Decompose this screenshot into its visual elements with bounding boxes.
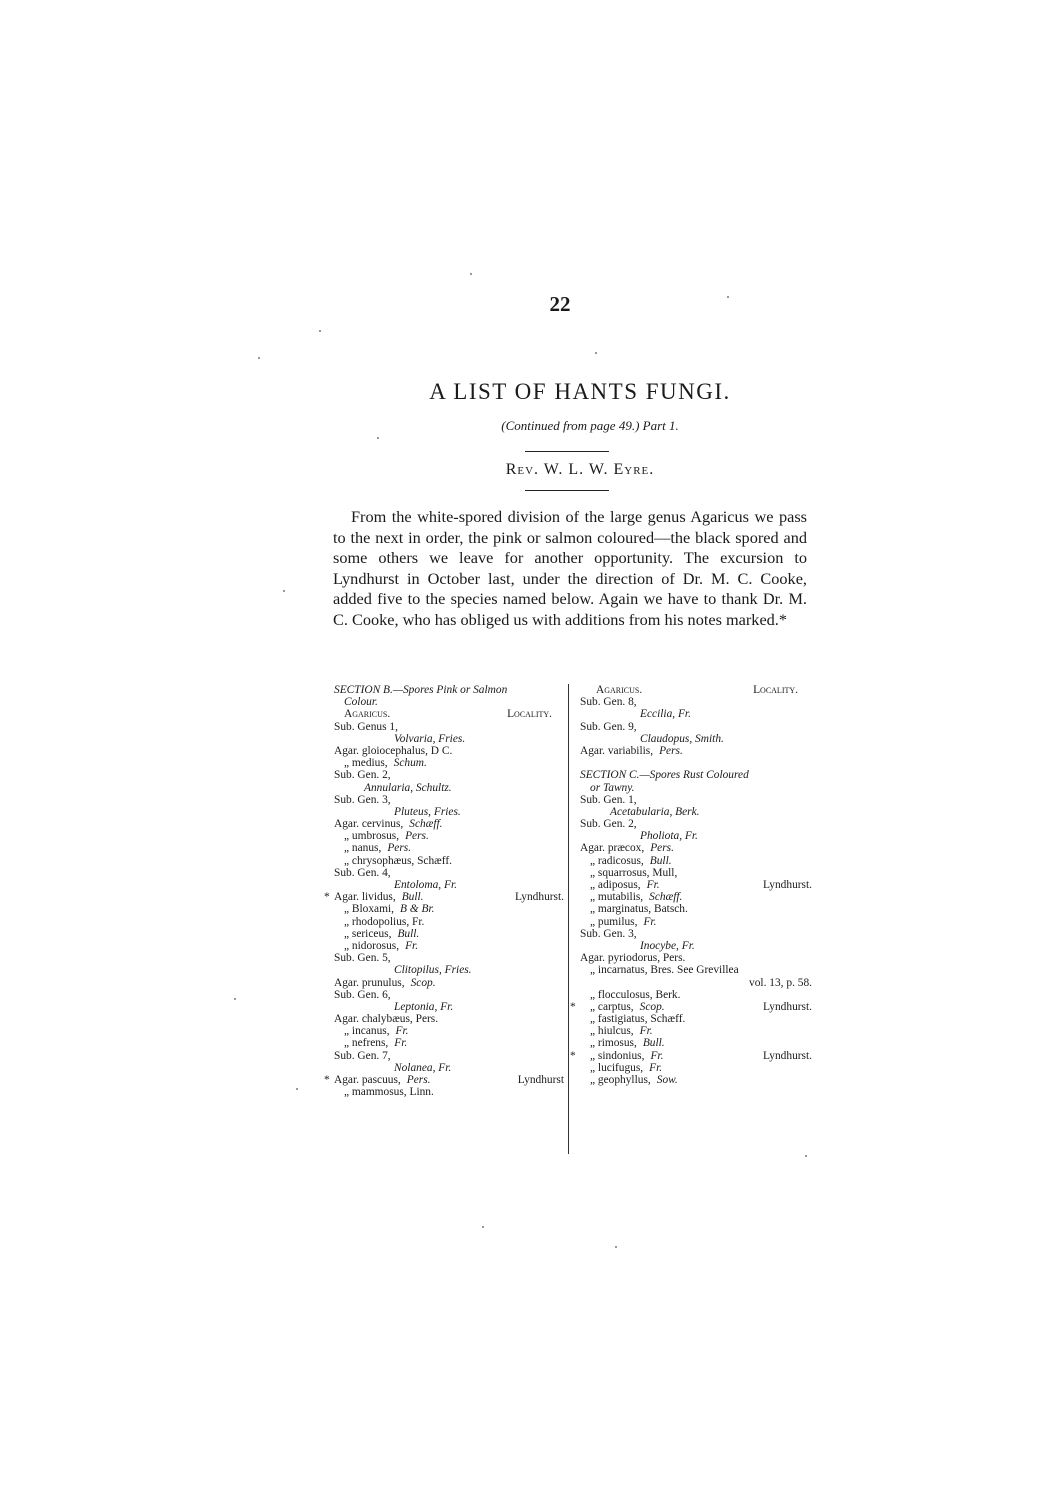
authority: Scop. (639, 1000, 665, 1013)
species-name: Sub. Gen. 9, (580, 720, 637, 733)
list-item (334, 879, 564, 891)
species-name: „ rhodopolius, Fr. (344, 915, 425, 928)
list-item (334, 1037, 564, 1049)
list-item (570, 1000, 812, 1013)
list-item (580, 721, 812, 733)
list-item (334, 1025, 564, 1037)
species-name: „ nidorosus, (344, 939, 400, 952)
species-name: „ rimosus, (590, 1037, 637, 1050)
species-name: „ incarnatus, Bres. See Grevillea (590, 964, 739, 977)
authority: Pers. (387, 842, 412, 855)
page-number: 22 (549, 292, 571, 316)
species-name: „ fastigiatus, Schæff. (590, 1013, 686, 1026)
right-species-list-b (570, 793, 812, 1087)
authority: Fr. (405, 939, 419, 952)
locality: Lyndhurst (517, 1074, 564, 1086)
list-item (334, 867, 564, 879)
right-species-list-a (580, 696, 812, 757)
list-item (580, 1037, 812, 1049)
header-agaricus: Agaricus. (344, 708, 391, 721)
list-item (334, 989, 564, 1001)
list-item (580, 806, 812, 818)
species-name: Sub. Gen. 4, (334, 866, 391, 879)
page-title: A LIST OF HANTS FUNGI. (429, 379, 731, 404)
header-agaricus-right: Agaricus. (596, 684, 643, 696)
species-name: Sub. Gen. 3, (580, 927, 637, 940)
left-species-list (324, 720, 564, 1099)
species-name: „ sindonius, (590, 1049, 645, 1062)
authority: Pers. (405, 830, 429, 843)
species-name: „ mutabilis, (590, 891, 644, 904)
section-b-title: SECTION B.—Spores Pink or Salmon (334, 684, 508, 696)
locality: Lyndhurst. (762, 1049, 812, 1062)
list-item (580, 903, 812, 915)
list-item (334, 1062, 564, 1074)
list-item (580, 1013, 812, 1025)
list-item (580, 867, 812, 879)
list-item (580, 989, 812, 1001)
species-name: „ chrysophæus, Schæff. (344, 854, 452, 867)
species-name: „ marginatus, Batsch. (590, 903, 688, 916)
list-item (334, 977, 564, 989)
species-name: Agar. cervinus, (334, 818, 404, 831)
authority: Pers. (406, 1074, 431, 1086)
species-name: Sub. Gen. 3, (334, 793, 391, 806)
list-item (334, 782, 564, 794)
authority: Schæff. (649, 891, 683, 904)
species-name: Sub. Gen. 2, (334, 769, 391, 782)
species-name: Agar. variabilis, (580, 744, 654, 757)
list-item (580, 733, 812, 745)
list-item (334, 745, 564, 757)
list-item (580, 1025, 812, 1037)
list-item (334, 940, 564, 952)
asterisk-marker: * (570, 1000, 576, 1013)
species-name: Acetabularia, Berk. (610, 805, 700, 818)
species-name: Sub. Gen. 7, (334, 1049, 391, 1062)
section-c-title-cont: or Tawny. (590, 781, 635, 794)
species-name: Sub. Gen. 6, (334, 988, 391, 1001)
species-name: Volvaria, Fries. (394, 732, 466, 745)
section-c-title: SECTION C.—Spores Rust Coloured (580, 769, 749, 782)
species-name: Eccilia, Fr. (640, 708, 691, 721)
species-name: Clitopilus, Fries. (394, 964, 472, 977)
continued-note: (Continued from page 49.) Part 1. (501, 418, 679, 433)
authority: Bull. (397, 927, 420, 940)
species-name: Pluteus, Fries. (394, 805, 461, 818)
left-column (324, 684, 564, 1099)
authority: Bull. (642, 1037, 665, 1050)
species-name: Pholiota, Fr. (640, 830, 698, 843)
species-name: Inocybe, Fr. (640, 939, 695, 952)
species-name: Agar. lividus, (334, 891, 396, 904)
species-name: „ umbrosus, (344, 830, 400, 843)
list-item (334, 1086, 564, 1098)
list-item (580, 794, 812, 806)
section-b-title-cont: Colour. (344, 696, 378, 709)
locality: Lyndhurst. (762, 1000, 812, 1013)
species-name: Agar. præcox, (580, 842, 645, 855)
species-name: „ pumilus, (590, 915, 638, 928)
list-item (334, 1001, 564, 1013)
intro-paragraph (333, 507, 807, 631)
list-item (334, 1013, 564, 1025)
list-item (334, 769, 564, 781)
list-item (580, 928, 812, 940)
header-locality: Locality. (507, 708, 552, 721)
list-item (334, 806, 564, 818)
intro-text: From the white-spored division of the large genus Agaricus we pass to the next in order, the pink or salmon coloured—the black spored and some others we leave for another opportunity. The excursion to Lyndhurst in October last, under the direction of Dr. M. C. Cooke, added five to the species named below. Again we have to thank Dr. M. C. Cooke, who has obliged us with additions from his notes marked.* (333, 507, 807, 629)
authority: Fr. (650, 1049, 664, 1062)
asterisk-marker: * (324, 1074, 330, 1086)
authority: Fr. (639, 1025, 653, 1038)
list-item (334, 818, 564, 830)
author-line: Rev. W. L. W. Eyre. (505, 461, 655, 478)
species-name: Nolanea, Fr. (394, 1061, 452, 1074)
species-name: „ carptus, (590, 1000, 634, 1013)
list-item (580, 879, 812, 891)
species-name: „ Bloxami, (344, 903, 394, 916)
species-name: Sub. Gen. 1, (580, 793, 637, 806)
list-item (334, 916, 564, 928)
authority: Sow. (656, 1074, 678, 1086)
list-item (580, 1074, 812, 1086)
species-name: „ geophyllus, (590, 1074, 651, 1086)
species-name: Agar. prunulus, (334, 976, 405, 989)
species-name: Sub. Genus 1, (334, 720, 398, 733)
species-name: „ adiposus, (590, 879, 641, 891)
list-item (334, 952, 564, 964)
species-name: Agar. pascuus, (334, 1074, 401, 1086)
list-item (580, 842, 812, 854)
authority: Schæff. (409, 818, 443, 831)
list-item (334, 928, 564, 940)
species-name: Agar. pyriodorus, Pers. (580, 952, 686, 965)
top-divider (525, 451, 609, 452)
authority: Schum. (393, 757, 427, 770)
list-item (334, 842, 564, 854)
authority: Pers. (650, 842, 674, 855)
list-item (580, 916, 812, 928)
authority: Fr. (649, 1061, 663, 1074)
list-item (580, 855, 812, 867)
species-name: „ squarrosus, Mull, (590, 866, 678, 879)
list-item (334, 1050, 564, 1062)
species-name: „ nefrens, (344, 1037, 389, 1050)
species-name: Annularia, Schultz. (364, 781, 452, 794)
species-name: „ medius, (344, 757, 388, 770)
list-item (334, 964, 564, 976)
list-item (580, 696, 812, 708)
species-name: Leptonia, Fr. (394, 1000, 454, 1013)
column-headers-right (580, 684, 812, 696)
species-name: „ hiulcus, (590, 1025, 634, 1038)
list-item (324, 891, 564, 904)
species-name: „ mammosus, Linn. (344, 1086, 434, 1099)
list-item (324, 1074, 564, 1086)
right-column (570, 684, 812, 1086)
species-name: Claudopus, Smith. (640, 732, 724, 745)
locality: Lyndhurst. (514, 891, 564, 904)
list-item (580, 964, 812, 976)
authority: Pers. (659, 744, 683, 757)
species-name: „ lucifugus, (590, 1061, 644, 1074)
list-item (580, 952, 812, 964)
species-name: Sub. Gen. 8, (580, 696, 637, 709)
list-item (334, 855, 564, 867)
locality: Lyndhurst. (762, 879, 812, 891)
asterisk-marker: * (570, 1049, 576, 1062)
authority: B & Br. (399, 903, 435, 916)
list-item (334, 757, 564, 769)
species-name: „ nanus, (344, 842, 382, 855)
species-name: „ radicosus, (590, 854, 644, 867)
asterisk-marker: * (324, 891, 330, 904)
authority: Fr. (646, 879, 660, 891)
list-item (334, 830, 564, 842)
authority: Fr. (643, 915, 657, 928)
species-name: Sub. Gen. 2, (580, 818, 637, 831)
authority: Fr. (394, 1037, 408, 1050)
species-name: „ sericeus, (344, 927, 392, 940)
authority: Bull. (649, 854, 672, 867)
list-item (580, 977, 812, 989)
list-item (570, 1049, 812, 1062)
species-name: „ flocculosus, Berk. (590, 988, 681, 1001)
list-item (580, 745, 812, 757)
species-name: „ incanus, (344, 1025, 390, 1038)
species-name: Agar. chalybæus, Pers. (334, 1013, 439, 1026)
column-headers (334, 708, 564, 720)
list-item (580, 708, 812, 720)
species-name: Agar. gloiocephalus, D C. (334, 744, 453, 757)
species-name: Entoloma, Fr. (394, 879, 457, 891)
list-item (580, 940, 812, 952)
list-item (334, 721, 564, 733)
list-item (580, 891, 812, 903)
bottom-divider (525, 490, 609, 491)
list-item (580, 1062, 812, 1074)
authority: Bull. (401, 891, 424, 904)
list-item (334, 794, 564, 806)
list-item (580, 830, 812, 842)
species-name: vol. 13, p. 58. (749, 976, 812, 989)
column-divider (568, 684, 569, 1154)
list-item (580, 818, 812, 830)
list-item (334, 903, 564, 915)
list-item (334, 733, 564, 745)
species-name: Sub. Gen. 5, (334, 952, 391, 965)
header-locality-right: Locality. (753, 684, 798, 696)
authority: Fr. (395, 1025, 409, 1038)
authority: Scop. (410, 976, 436, 989)
